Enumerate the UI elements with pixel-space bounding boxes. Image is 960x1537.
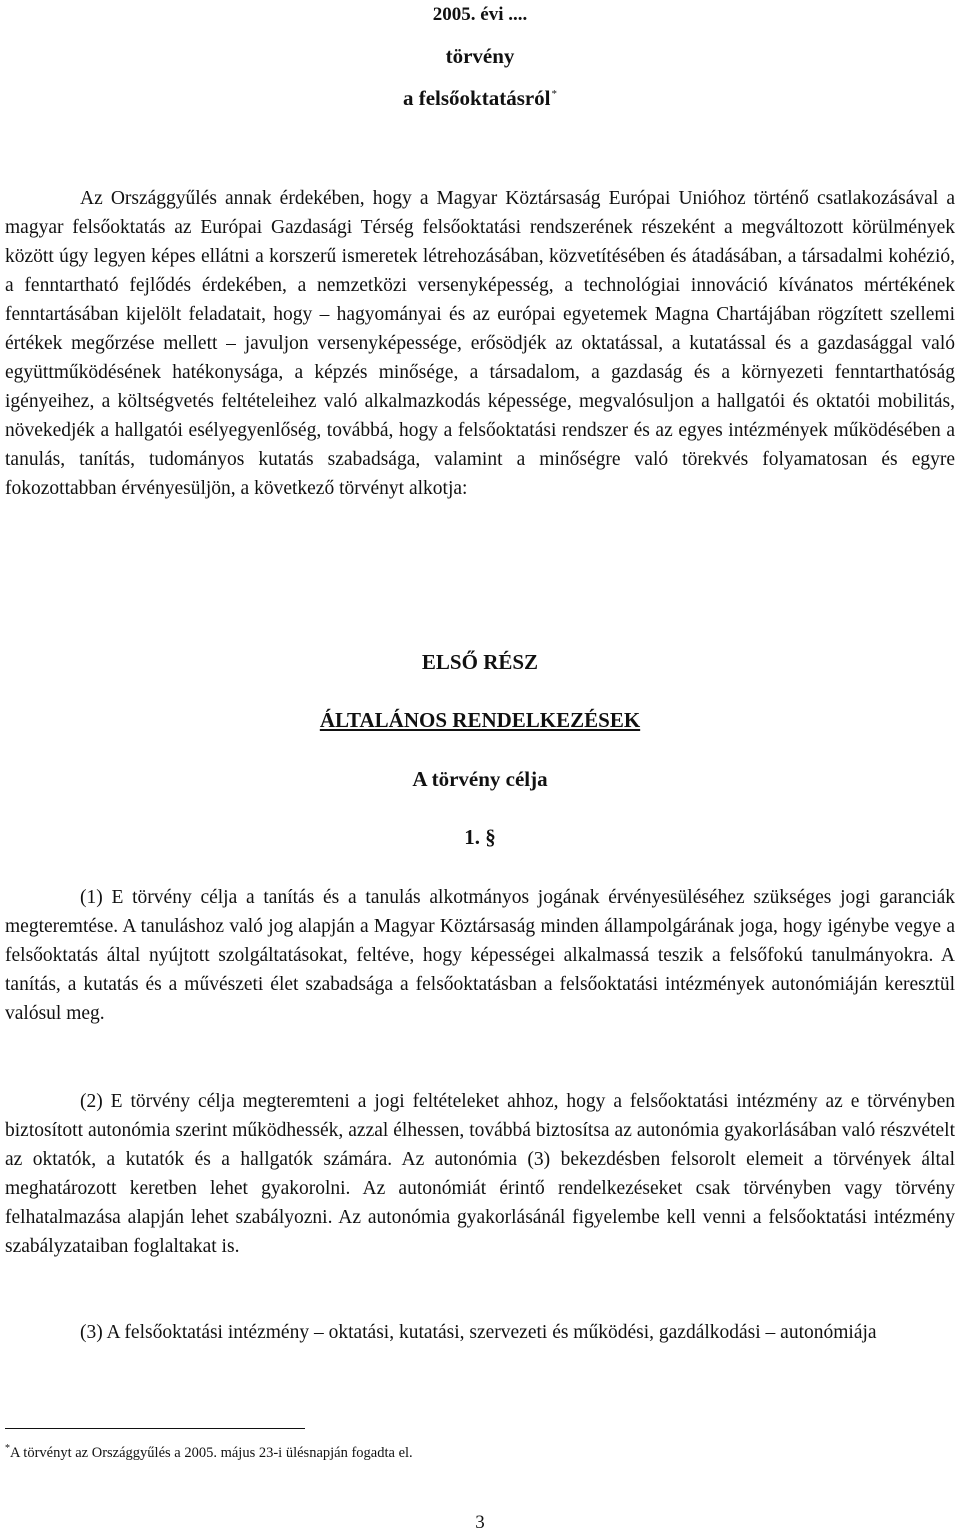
- general-provisions-heading: ÁLTALÁNOS RENDELKEZÉSEK: [319, 708, 641, 732]
- section-number: 1. §: [464, 825, 496, 849]
- footnote-marker: *: [5, 1443, 10, 1454]
- paragraph-1: (1) E törvény célja a tanítás és a tanulás alkotmányos jogának érvényesüléséhez szükséges jogi garanciák megteremtése. A tanuláshoz való jog alapján a Magyar Köztársaság minden állampolgárának joga, hogy igénybe vegye a felsőoktatás által nyújtott szolgáltatásokat, feltéve, hogy képességei alkalmassá teszik a felsőfokú tanulmányokra. A tanítás, a kutatás és a művészeti élet szabadsága a felsőoktatásban a felsőoktatási intézmények autonómiáján keresztül valósul meg.: [5, 887, 955, 1024]
- paragraph-2: (2) E törvény célja megteremteni a jogi feltételeket ahhoz, hogy a felsőoktatási intézmény az e törvényben biztosított autonómia szerint működhessék, azzal élhessen, továbbá biztosítsa az autonómia gyakorlásában való részvételt az oktatók, a kutatók és a hallgatók számára. Az autonómia (3) bekezdésben felsorolt elemeit a törvények által meghatározott keretben lehet gyakorolni. Az autonómiát érintő rendelkezéseket csak törvényben vagy törvény felhatalmazása alapján lehet szabályozni. Az autonómia gyakorlásánál figyelembe kell venni a felsőoktatási intézmény szabályzataiban foglaltakat is.: [5, 1091, 955, 1257]
- preamble-paragraph: Az Országgyűlés annak érdekében, hogy a Magyar Köztársaság Európai Unióhoz történő csatlakozásával a magyar felsőoktatás az Európai Gazdasági Térség felsőoktatási rendszerének részeként a megváltozott körülmények között úgy legyen képes ellátni a korszerű ismeretek létrehozásában, közvetítésében és átadásában, a társadalmi kohézió, a fenntartható fejlődés érdekében, a nemzetközi versenyképesség, a technológiai innováció kívánatos mértékének fenntartásában kijelölt feladatait, hogy – hagyományai és az európai egyetemek Magna Chartájában rögzített szellemi értékek megőrzése mellett – javuljon versenyképessége, erősödjék az oktatással, a kutatással és a gazdasággal való együttműködésének hatékonysága, a képzés minősége, a társadalom, a gazdaság és a környezeti fenntarthatóság igényeihez, a költségvetés feltételeihez való alkalmazkodás képessége, megvalósuljon a hallgatói és oktatói mobilitás, növekedjék a hallgatói esélyegyenlőség, továbbá, hogy a felsőoktatási rendszer és az egyes intézmények működésében a tanulás, tanítás, tudományos kutatás szabadsága, valamint a minőségre való törekvés folyamatosan és egyre fokozottabban érvényesüljön, a következő törvényt alkotja:: [5, 188, 955, 499]
- law-subject: [0, 86, 960, 111]
- page-number: 3: [475, 1512, 485, 1533]
- year-line: 2005. évi ....: [432, 4, 528, 25]
- section-title: A törvény célja: [412, 767, 548, 791]
- paragraph-3: (3) A felsőoktatási intézmény – oktatási, kutatási, szervezeti és működési, gazdálkodási – autonómiája: [80, 1322, 877, 1343]
- footnote: [5, 1443, 905, 1462]
- footnote-ref[interactable]: *: [551, 88, 558, 100]
- footnote-divider: [5, 1428, 305, 1429]
- part-heading: ELSŐ RÉSZ: [421, 650, 539, 674]
- footnote-text: A törvényt az Országgyűlés a 2005. május 23-i ülésnapján fogadta el.: [10, 1444, 413, 1461]
- law-subject-text: a felsőoktatásról: [402, 86, 551, 110]
- law-title: törvény: [445, 44, 515, 68]
